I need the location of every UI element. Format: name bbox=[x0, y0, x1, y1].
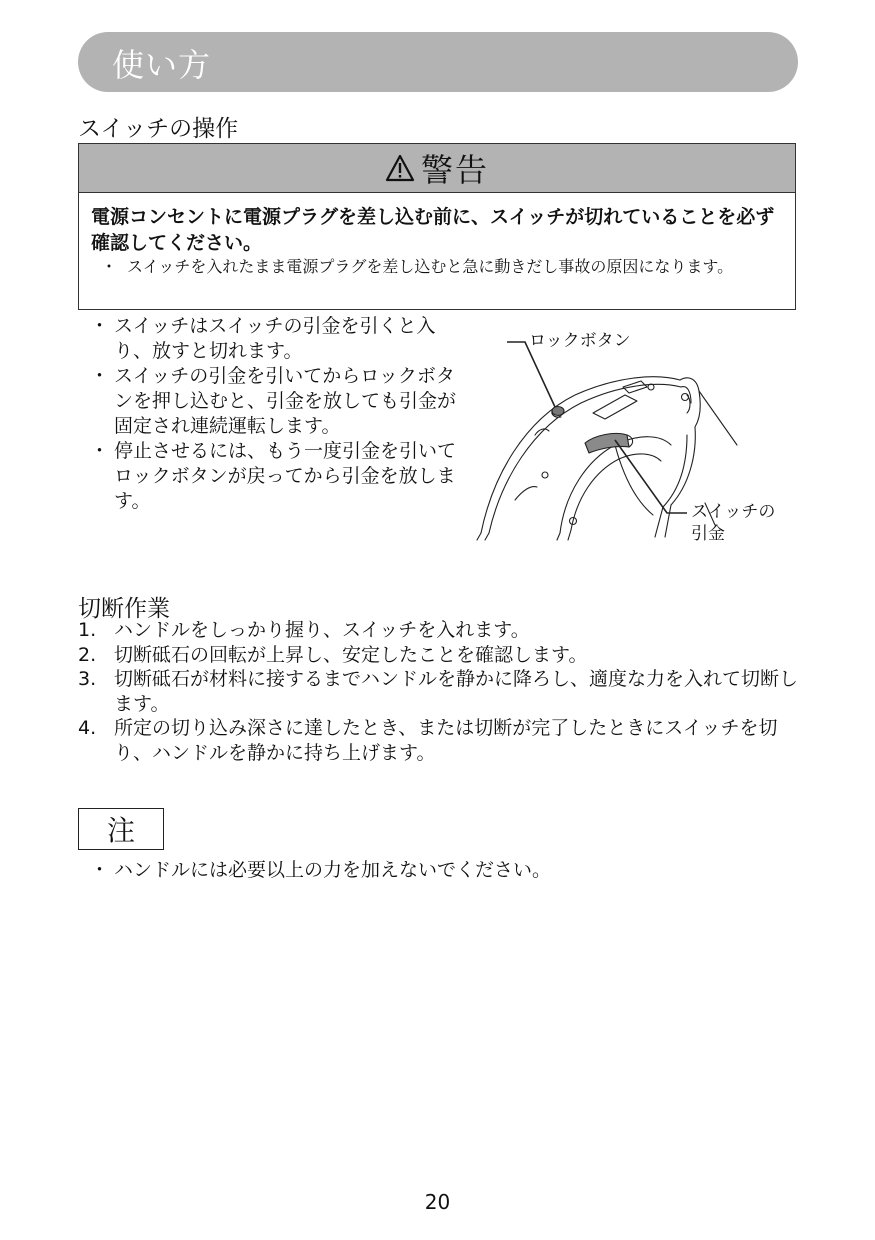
step-number: 1. bbox=[78, 619, 97, 641]
page-title: 使い方 bbox=[112, 46, 212, 84]
note-label: 注 bbox=[106, 814, 135, 847]
list-item bbox=[78, 643, 803, 668]
list-item-text: 停止させるには、もう一度引金を引いてロックボタンが戻ってから引金を放します。 bbox=[114, 440, 457, 512]
list-item-text: スイッチはスイッチの引金を引くと入り、放すと切れます。 bbox=[114, 315, 436, 362]
switch-bullet-list bbox=[84, 314, 464, 514]
list-item bbox=[84, 364, 464, 439]
list-item-text: スイッチの引金を引いてからロックボタンを押し込むと、引金を放しても引金が固定され連続運転します。 bbox=[114, 365, 457, 437]
warning-header bbox=[79, 144, 795, 193]
switch-section-title: スイッチの操作 bbox=[78, 116, 239, 142]
trigger-label-line2: 引金 bbox=[691, 524, 725, 544]
list-item bbox=[78, 618, 803, 643]
step-number: 4. bbox=[78, 717, 97, 739]
note-text: ハンドルには必要以上の力を加えないでください。 bbox=[114, 859, 552, 881]
list-item bbox=[84, 314, 464, 364]
cutting-steps-list bbox=[78, 618, 803, 765]
bullet-mark: ・ bbox=[101, 257, 118, 276]
switch-diagram bbox=[475, 325, 795, 550]
step-text: 所定の切り込み深さに達したとき、または切断が完了したときにスイッチを切り、ハンドルを静かに持ち上げます。 bbox=[114, 717, 778, 764]
warning-main-text: 電源コンセントに電源プラグを差し込む前に、スイッチが切れていることを必ず確認してください。 bbox=[91, 206, 775, 254]
bullet-mark: ・ bbox=[90, 859, 110, 881]
note-label-box bbox=[78, 808, 164, 850]
warning-heading: 警告 bbox=[420, 151, 489, 189]
note-item bbox=[84, 858, 551, 883]
step-text: 切断砥石が材料に接するまでハンドルを静かに降ろし、適度な力を入れて切断します。 bbox=[114, 668, 799, 715]
warning-sub-text bbox=[101, 254, 787, 279]
step-number: 2. bbox=[78, 643, 97, 666]
lock-button-label: ロックボタン bbox=[529, 331, 631, 351]
warning-box bbox=[78, 143, 796, 310]
warning-triangle-icon bbox=[385, 154, 415, 182]
warning-sub-content: スイッチを入れたまま電源プラグを差し込むと急に動きだし事故の原因になります。 bbox=[127, 257, 734, 276]
list-item bbox=[78, 667, 803, 716]
list-item bbox=[84, 439, 464, 514]
bullet-mark: ・ bbox=[90, 315, 110, 337]
cutting-section-title: 切断作業 bbox=[78, 596, 170, 622]
bullet-mark: ・ bbox=[90, 365, 110, 387]
section-header-bar bbox=[78, 32, 798, 92]
list-item bbox=[78, 716, 803, 765]
step-text: ハンドルをしっかり握り、スイッチを入れます。 bbox=[114, 619, 530, 641]
trigger-label-line1: スイッチの bbox=[691, 502, 776, 522]
page-number: 20 bbox=[424, 1190, 451, 1214]
bullet-mark: ・ bbox=[90, 440, 110, 462]
step-text: 切断砥石の回転が上昇し、安定したことを確認します。 bbox=[114, 643, 588, 666]
step-number: 3. bbox=[78, 668, 97, 690]
